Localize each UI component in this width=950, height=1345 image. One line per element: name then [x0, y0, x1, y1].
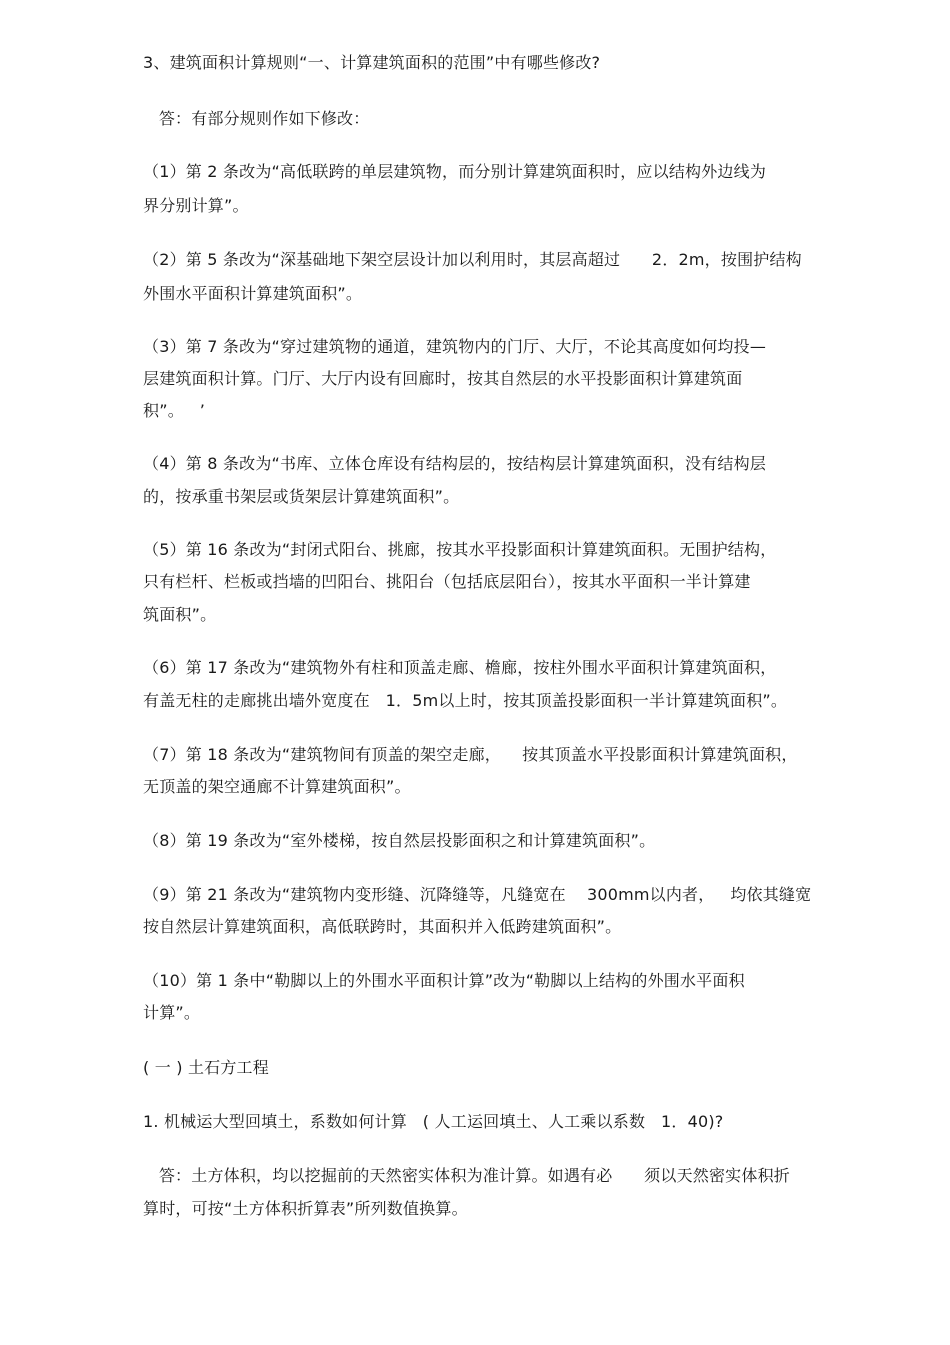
item-10-line-2: 计算”。 — [143, 1003, 201, 1022]
item-2-line-2: 外围水平面积计算建筑面积”。 — [143, 284, 363, 303]
item-7-line-1: （7）第 18 条改为“建筑物间有顶盖的架空走廊， 按其顶盖水平投影面积计算建筑面积， — [143, 745, 798, 764]
item-3-line-3: 积”。 ’ — [143, 401, 206, 420]
item-5-line-2: 只有栏杆、栏板或挡墙的凹阳台、挑阳台（包括底层阳台），按其水平面积一半计算建 — [143, 572, 751, 591]
question-3-heading: 3、建筑面积计算规则“一、计算建筑面积的范围”中有哪些修改? — [143, 53, 601, 72]
answer-1-line-2: 算时，可按“土方体积折算表”所列数值换算。 — [143, 1199, 468, 1218]
item-9-line-1: （9）第 21 条改为“建筑物内变形缝、沉降缝等，凡缝宽在 300mm以内者， 均依其缝宽 — [143, 885, 812, 904]
item-6-line-1: （6）第 17 条改为“建筑物外有柱和顶盖走廊、檐廊，按柱外围水平面积计算建筑面积， — [143, 658, 777, 677]
item-4-line-2: 的，按承重书架层或货架层计算建筑面积”。 — [143, 487, 460, 506]
item-2-line-1: （2）第 5 条改为“深基础地下架空层设计加以利用时，其层高超过 2．2m，按围护结构 — [143, 250, 802, 269]
item-3-line-2: 层建筑面积计算。门厅、大厅内设有回廊时，按其自然层的水平投影面积计算建筑面 — [143, 369, 743, 388]
section-heading-earthwork: ( 一 ) 土石方工程 — [143, 1058, 269, 1077]
answer-intro: 答：有部分规则作如下修改： — [143, 109, 370, 128]
item-1-line-2: 界分别计算”。 — [143, 196, 249, 215]
item-5-line-3: 筑面积”。 — [143, 605, 217, 624]
item-6-line-2: 有盖无柱的走廊挑出墙外宽度在 1．5m以上时，按其顶盖投影面积一半计算建筑面积”。 — [143, 691, 788, 710]
item-10-line-1: （10）第 1 条中“勒脚以上的外围水平面积计算”改为“勒脚以上结构的外围水平面积 — [143, 971, 745, 990]
item-3-line-1: （3）第 7 条改为“穿过建筑物的通道，建筑物内的门厅、大厅，不论其高度如何均投— — [143, 337, 767, 356]
question-1-heading: 1. 机械运大型回填土，系数如何计算 ( 人工运回填土、人工乘以系数 1．40)? — [143, 1112, 724, 1131]
item-1-line-1: （1）第 2 条改为“高低联跨的单层建筑物，而分别计算建筑面积时，应以结构外边线为 — [143, 162, 767, 181]
answer-1-line-1: 答：土方体积，均以挖掘前的天然密实体积为准计算。如遇有必 须以天然密实体积折 — [143, 1166, 790, 1185]
item-9-line-2: 按自然层计算建筑面积，高低联跨时，其面积并入低跨建筑面积”。 — [143, 917, 622, 936]
item-8-line-1: （8）第 19 条改为“室外楼梯，按自然层投影面积之和计算建筑面积”。 — [143, 831, 656, 850]
item-5-line-1: （5）第 16 条改为“封闭式阳台、挑廊，按其水平投影面积计算建筑面积。无围护结构， — [143, 540, 777, 559]
item-4-line-1: （4）第 8 条改为“书库、立体仓库设有结构层的，按结构层计算建筑面积，没有结构层 — [143, 454, 767, 473]
item-7-line-2: 无顶盖的架空通廊不计算建筑面积”。 — [143, 777, 411, 796]
